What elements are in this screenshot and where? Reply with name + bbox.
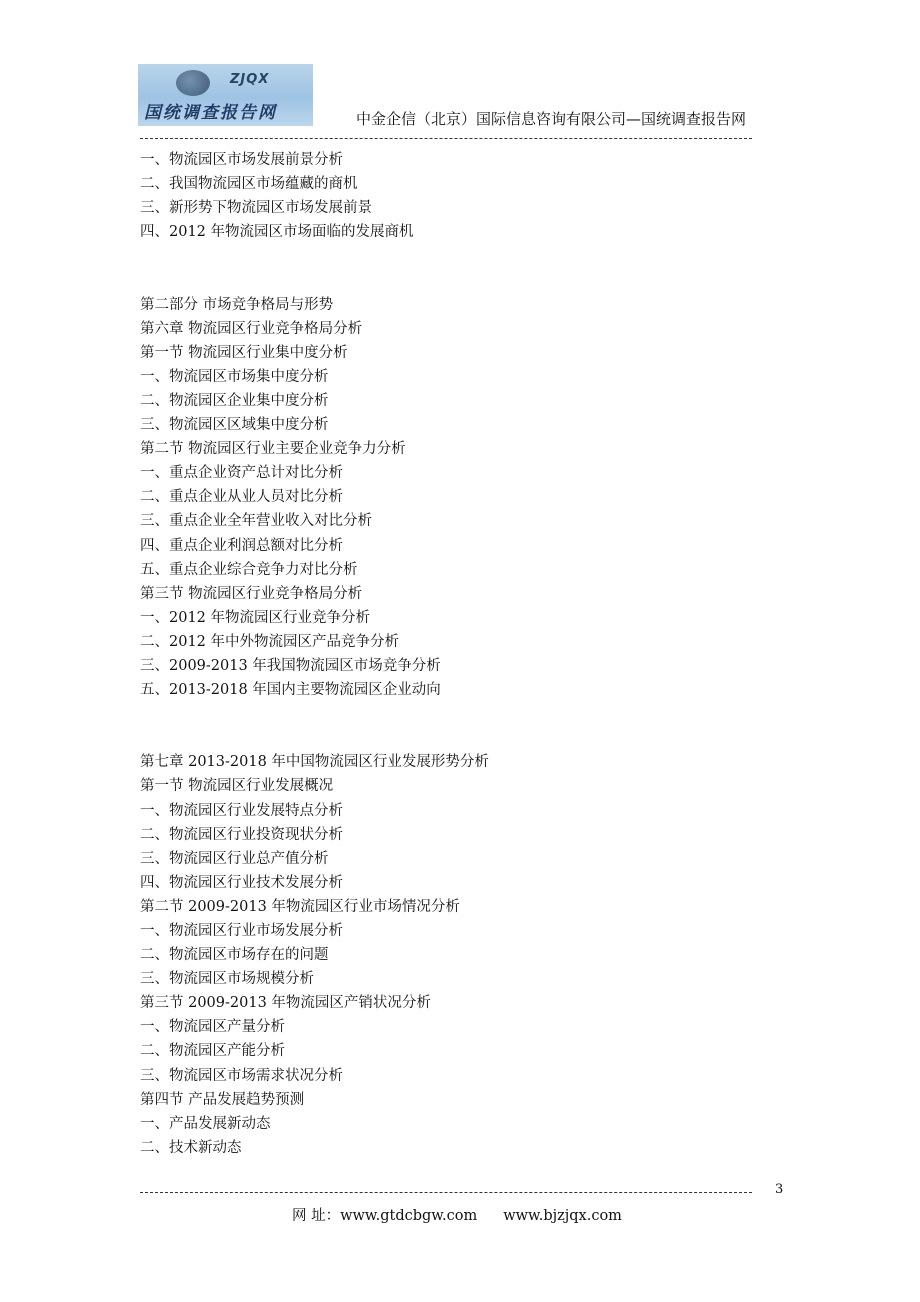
toc-line: 三、2009-2013 年我国物流园区市场竞争分析 [140, 657, 441, 674]
logo-name: 国统调查报告网 [144, 103, 277, 123]
toc-line: 第四节 产品发展趋势预测 [140, 1091, 305, 1108]
toc-line: 一、物流园区市场发展前景分析 [140, 152, 343, 168]
toc-line: 二、物流园区产能分析 [140, 1043, 285, 1060]
toc-line: 第六章 物流园区行业竞争格局分析 [140, 320, 363, 337]
toc-line: 三、新形势下物流园区市场发展前景 [140, 200, 372, 217]
blank-line [140, 702, 780, 726]
toc-line: 三、物流园区行业总产值分析 [140, 850, 329, 867]
toc-line: 三、重点企业全年营业收入对比分析 [140, 513, 372, 530]
toc-line: 第三节 2009-2013 年物流园区产销状况分析 [140, 995, 431, 1012]
toc-line: 四、物流园区行业技术发展分析 [140, 874, 343, 891]
toc-line: 第一节 物流园区行业发展概况 [140, 778, 334, 795]
toc-line: 二、技术新动态 [140, 1139, 242, 1156]
table-of-contents [140, 148, 780, 1160]
toc-line: 二、物流园区市场存在的问题 [140, 947, 329, 964]
toc-line: 三、物流园区市场需求状况分析 [140, 1067, 343, 1084]
toc-line: 二、我国物流园区市场蕴藏的商机 [140, 176, 358, 193]
toc-line: 一、物流园区行业发展特点分析 [140, 802, 343, 819]
footer-divider [140, 1192, 752, 1193]
page-number: 3 [775, 1182, 784, 1197]
toc-line: 一、物流园区市场集中度分析 [140, 368, 329, 385]
logo-brand: ZJQX [230, 72, 270, 87]
toc-line: 第二节 物流园区行业主要企业竞争力分析 [140, 441, 406, 458]
toc-line: 第二部分 市场竞争格局与形势 [140, 296, 334, 313]
toc-line: 第一节 物流园区行业集中度分析 [140, 344, 348, 361]
blank-line [140, 244, 780, 268]
site-logo [138, 64, 313, 126]
toc-line: 一、物流园区产量分析 [140, 1019, 285, 1036]
toc-line: 四、2012 年物流园区市场面临的发展商机 [140, 224, 414, 241]
toc-line: 一、2012 年物流园区行业竞争分析 [140, 609, 371, 626]
globe-icon [176, 70, 210, 96]
toc-line: 二、重点企业从业人员对比分析 [140, 489, 343, 506]
footer-url-1: 网 址：www.gtdcbgw.com [292, 1208, 478, 1224]
blank-line [140, 726, 780, 750]
toc-line: 二、物流园区行业投资现状分析 [140, 826, 343, 843]
toc-line: 三、物流园区区域集中度分析 [140, 417, 329, 434]
footer [292, 1204, 648, 1225]
toc-line: 五、2013-2018 年国内主要物流园区企业动向 [140, 682, 441, 699]
header-divider [140, 138, 752, 139]
toc-line: 三、物流园区市场规模分析 [140, 971, 314, 988]
toc-line: 一、重点企业资产总计对比分析 [140, 465, 343, 482]
toc-line: 四、重点企业利润总额对比分析 [140, 537, 343, 554]
toc-line: 第七章 2013-2018 年中国物流园区行业发展形势分析 [140, 754, 489, 771]
company-name: 中金企信（北京）国际信息咨询有限公司—国统调查报告网 [356, 110, 747, 128]
blank-line [140, 268, 780, 292]
toc-line: 第二节 2009-2013 年物流园区行业市场情况分析 [140, 898, 460, 915]
toc-line: 一、物流园区行业市场发展分析 [140, 923, 343, 939]
toc-line: 一、产品发展新动态 [140, 1115, 271, 1132]
toc-line: 五、重点企业综合竞争力对比分析 [140, 561, 358, 578]
toc-line: 二、物流园区企业集中度分析 [140, 392, 329, 409]
footer-url-2: www.bjzjqx.com [503, 1208, 622, 1224]
toc-line: 第三节 物流园区行业竞争格局分析 [140, 585, 363, 602]
toc-line: 二、2012 年中外物流园区产品竞争分析 [140, 633, 400, 650]
